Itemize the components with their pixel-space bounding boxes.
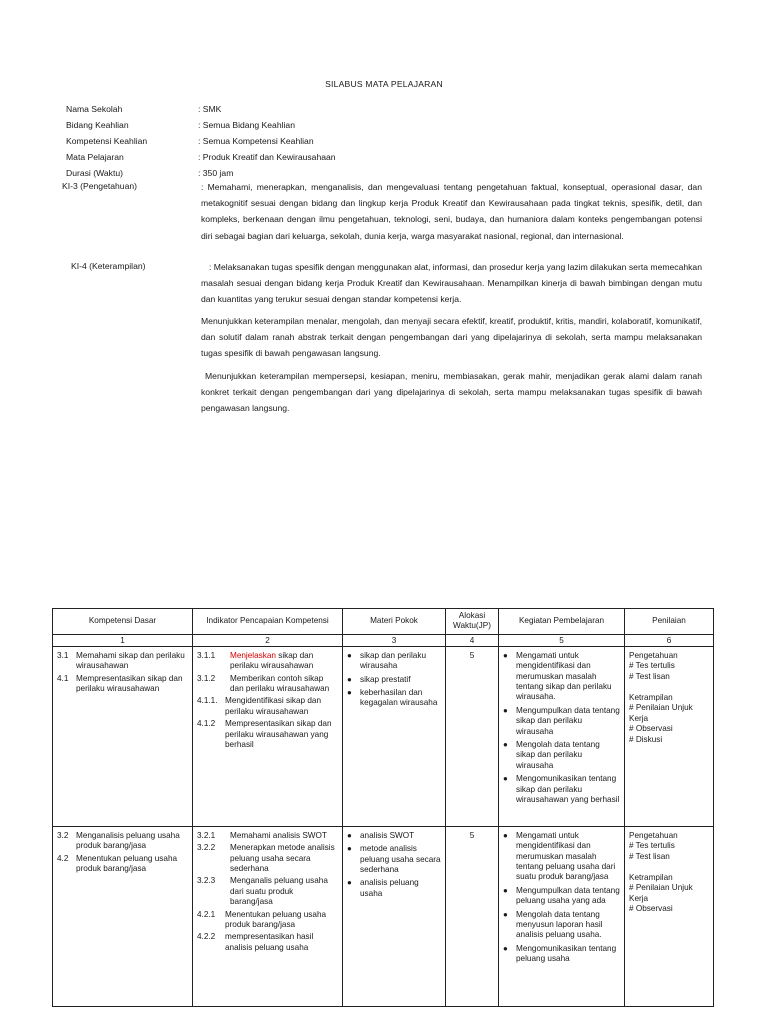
info-row-subject [66,149,706,165]
kd-cell [53,646,193,826]
column-number: 2 [193,634,343,646]
kegiatan-cell [499,646,625,826]
penilaian-heading: Ketrampilan [629,693,673,703]
info-value: : Semua Kompetensi Keahlian [198,136,314,146]
kd-item: 3.1 Memahami sikap dan perilaku wirausahawan [57,650,185,671]
syllabus-table [52,608,714,1007]
column-header: Indikator Pencapaian Kompetensi [193,609,343,635]
penilaian-item: # Penilaian Unjuk Kerja [629,883,693,903]
penilaian-item: # Diskusi [629,734,663,744]
materi-item: ● analisis peluang usaha [347,878,419,898]
school-info [66,101,706,181]
ipk-item: 3.2.3 Menganalis peluang usaha dari suatu produk barang/jasa [197,876,328,907]
materi-item: ● keberhasilan dan kegagalan wirausaha [347,688,438,708]
materi-item: ● metode analisis peluang usaha secara sederhana [347,844,441,875]
kd-cell [53,826,193,1006]
column-header: Kompetensi Dasar [53,609,193,635]
column-number: 5 [499,634,625,646]
ipk-item: 3.1.2 Memberikan contoh sikap dan perilaku wirausahawan [197,673,330,694]
info-label: Nama Sekolah [66,104,123,114]
ipk-cell [193,646,343,826]
column-number: 3 [343,634,446,646]
materi-cell [343,826,446,1006]
column-number: 4 [446,634,499,646]
column-number: 6 [625,634,714,646]
ki4-paragraph-1: : Melaksanakan tugas spesifik dengan menggunakan alat, informasi, dan prosedur kerja yang lazim dilakukan serta memecahkan masalah sesuai dengan bidang kerja Produk Kreatif dan Kewirausahaan. Menampilkan kinerja di bawah bimbingan dengan mutu dan kuantitas yang terukur sesuai dengan standar kompetensi kerja. [201,262,702,305]
info-value: : Semua Bidang Keahlian [198,120,295,130]
kegiatan-item: ● Mengomunikasikan tentang peluang usaha [503,943,617,964]
ipk-item: 3.2.1 Memahami analisis SWOT [197,830,327,840]
materi-item: ● sikap dan perilaku wirausaha [347,650,426,671]
ipk-item: 4.2.2 mempresentasikan hasil analisis peluang usaha [197,932,314,952]
column-header: Alokasi Waktu(JP) [446,609,499,635]
penilaian-item: # Tes tertulis [629,841,675,851]
penilaian-item: # Penilaian Unjuk Kerja [629,703,693,723]
ki4-label: KI-4 (Keterampilan) [71,261,146,271]
info-label: Kompetensi Keahlian [66,136,148,146]
info-value: : SMK [198,104,222,114]
highlighted-verb: Menjelaskan [230,650,276,660]
kegiatan-item: ● Mengomunikasikan tentang sikap dan perilaku wirausahawan yang berhasil [503,774,620,805]
ipk-item: 3.2.2 Menerapkan metode analisis peluang usaha secara sederhana [197,843,335,874]
penilaian-item: # Test lisan [629,671,670,681]
penilaian-heading: Pengetahuan [629,830,678,840]
info-row-school [66,101,706,117]
kegiatan-item: ● Mengumpulkan data tentang peluang usaha yang ada [503,885,620,906]
kegiatan-cell [499,826,625,1006]
table-row [53,826,714,1006]
ki3-text: : Memahami, menerapkan, menganalisis, dan mengevaluasi tentang pengetahuan faktual, konseptual, operasional dasar, dan metakognitif sesuai dengan bidang dan lingkup kerja Produk Kreatif dan Kewirausahaan pada tingkat teknis, spesifik, detil, dan kompleks, berkenaan dengan ilmu pengetahuan, teknologi, seni, budaya, dan humaniora dalam konteks pengembangan potensi diri sebagai bagian dari keluarga, sekolah, dunia kerja, warga masyarakat nasional, regional, dan internasional. [201,182,702,241]
ipk-cell [193,826,343,1006]
info-label: Mata Pelajaran [66,152,124,162]
kegiatan-item: ● Mengumpulkan data tentang sikap dan perilaku wirausaha [503,705,620,736]
ki3-label: KI-3 (Pengetahuan) [62,181,138,191]
table-number-row [53,634,714,646]
ipk-item: 4.1.2 Mempresentasikan sikap dan perilaku wirausahawan yang berhasil [197,719,332,750]
column-header: Materi Pokok [343,609,446,635]
penilaian-item: # Observasi [629,904,673,914]
ki4-paragraph-3: Menunjukkan keterampilan mempersepsi, kesiapan, meniru, membiasakan, gerak mahir, menjadikan gerak alami dalam ranah konkret terkait dengan pengembangan dari yang dipelajarinya di sekolah, serta mampu melaksanakan tugas spesifik di bawah pengawasan langsung. [201,371,702,414]
ki4-paragraph-2: Menunjukkan keterampilan menalar, mengolah, dan menyaji secara efektif, kreatif, produktif, kritis, mandiri, kolaboratif, komunikatif, dan solutif dalam ranah abstrak terkait dengan pengembangan dari yang dipelajarinya di sekolah, serta mampu melaksanakan tugas spesifik di bawah pengawasan langsung. [201,316,702,359]
kegiatan-item: ● Mengolah data tentang menyusun laporan hasil analisis peluang usaha. [503,909,603,940]
table-header-row [53,609,714,635]
kd-item: 3.2 Menganalisis peluang usaha produk barang/jasa [57,830,180,851]
kegiatan-item: ● Mengamati untuk mengidentifikasi dan merumuskan masalah tentang peluang usaha dari suatu produk barang/jasa [503,830,616,882]
ipk-item: 3.1.1 Menjelaskan sikap dan perilaku wirausahawan [197,650,314,671]
column-header: Penilaian [625,609,714,635]
penilaian-item: # Test lisan [629,851,670,861]
table-row [53,646,714,826]
info-value: : Produk Kreatif dan Kewirausahaan [198,152,336,162]
jp-cell: 5 [446,646,499,826]
penilaian-item: # Tes tertulis [629,661,675,671]
materi-item: ● analisis SWOT [347,830,415,840]
page-title: SILABUS MATA PELAJARAN [325,79,443,89]
kegiatan-item: ● Mengamati untuk mengidentifikasi dan merumuskan masalah tentang sikap dan perilaku wirausaha. [503,650,612,702]
materi-cell [343,646,446,826]
kd-item: 4.2 Menentukan peluang usaha produk barang/jasa [57,853,178,874]
column-number: 1 [53,634,193,646]
info-row-field [66,117,706,133]
penilaian-item: # Observasi [629,724,673,734]
materi-item: ● sikap prestatif [347,674,411,684]
info-row-competency [66,133,706,149]
penilaian-cell [625,646,714,826]
ipk-item: 4.1.1. Mengidentifikasi sikap dan perilaku wirausahawan [197,696,322,716]
kegiatan-item: ● Mengolah data tentang sikap dan perilaku wirausaha [503,740,600,770]
column-header: Kegiatan Pembelajaran [499,609,625,635]
info-label: Durasi (Waktu) [66,168,123,178]
penilaian-heading: Ketrampilan [629,873,673,883]
info-value: : 350 jam [198,168,234,178]
penilaian-cell [625,826,714,1006]
ipk-item: 4.2.1 Menentukan peluang usaha produk barang/jasa [197,909,327,930]
jp-cell: 5 [446,826,499,1006]
kd-item: 4.1 Mempresentasikan sikap dan perilaku wirausahawan [57,673,183,694]
info-label: Bidang Keahlian [66,120,129,130]
penilaian-heading: Pengetahuan [629,650,678,660]
